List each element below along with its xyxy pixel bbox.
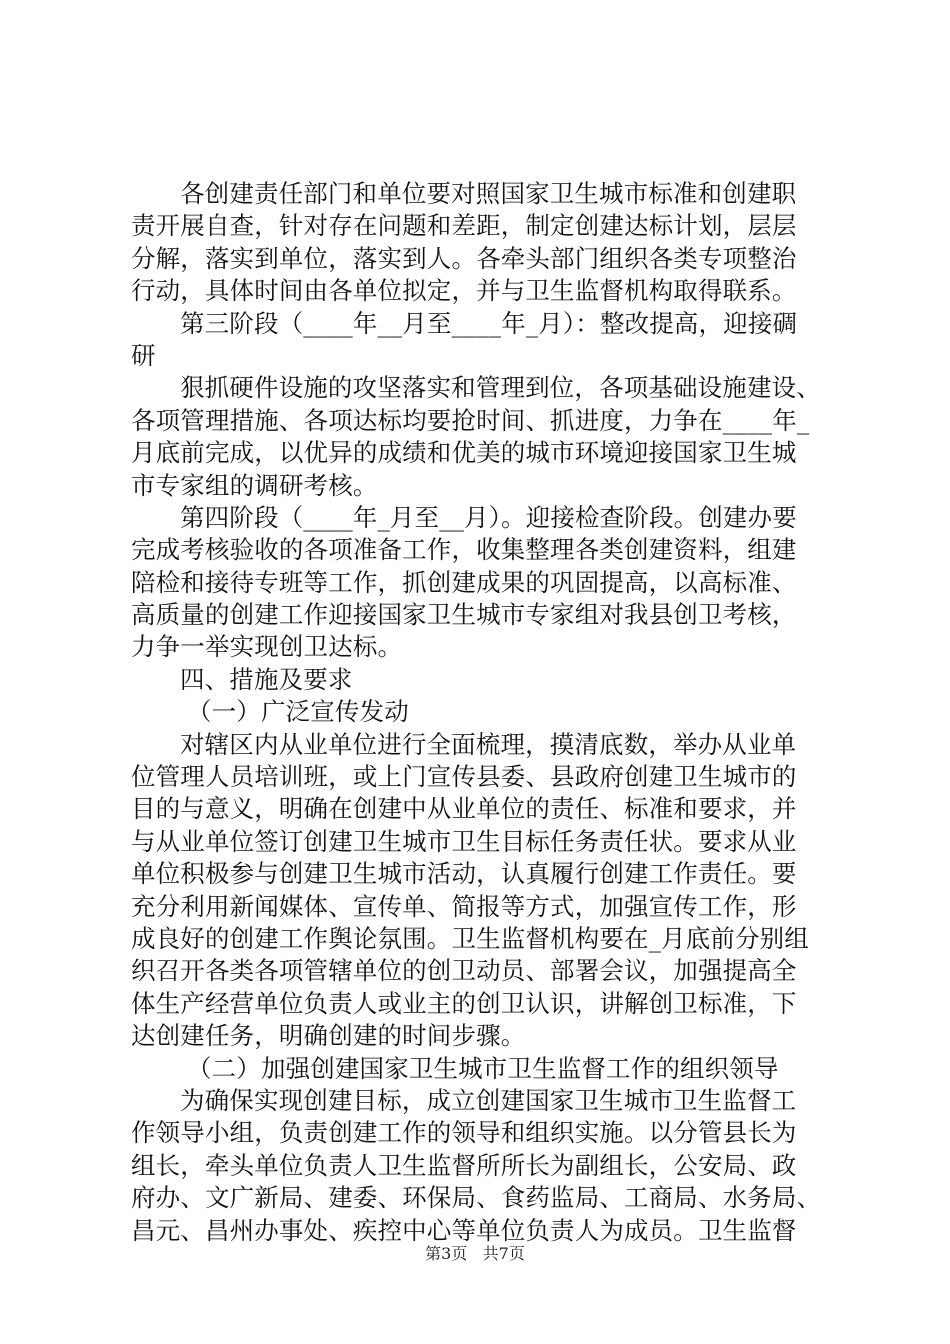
paragraph-line: 充分利用新闻媒体、宣传单、简报等方式，加强宣传工作，形 [131, 891, 797, 921]
paragraph-line: 为确保实现创建目标，成立创建国家卫生城市卫生监督工 [180, 1085, 797, 1115]
paragraph-line: 达创建任务，明确创建的时间步骤。 [131, 1021, 526, 1051]
paragraph-line: 对辖区内从业单位进行全面梳理，摸清底数，举办从业单 [180, 729, 797, 759]
section-heading-line: （一）广泛宣传发动 [187, 697, 409, 727]
paragraph-line: 市专家组的调研考核。 [131, 470, 378, 500]
section-heading-line: （二）加强创建国家卫生城市卫生监督工作的组织领导 [187, 1053, 779, 1083]
paragraph-line: 目的与意义，明确在创建中从业单位的责任、标准和要求，并 [131, 794, 797, 824]
paragraph-line: 力争一举实现创卫达标。 [131, 632, 403, 662]
paragraph-line: 分解，落实到单位，落实到人。各牵头部门组织各类专项整治 [131, 243, 797, 273]
paragraph-line: 与从业单位签订创建卫生城市卫生目标任务责任状。要求从业 [131, 826, 797, 856]
paragraph-line: 完成考核验收的各项准备工作，收集整理各类创建资料，组建 [131, 535, 797, 565]
section-heading-line: 第三阶段（____年__月至____年_月）：整改提高，迎接碉 [180, 308, 798, 338]
paragraph-line: 各项管理措施、各项达标均要抢时间、抓进度，力争在____年_ [131, 405, 810, 435]
page-footer [0, 1244, 950, 1264]
section-heading-line: 研 [131, 340, 156, 370]
paragraph-line: 各创建责任部门和单位要对照国家卫生城市标准和创建职 [180, 179, 797, 208]
page-total: 共7页 [482, 1244, 525, 1263]
paragraph-line: 陪检和接待专班等工作，抓创建成果的巩固提高，以高标准、 [131, 567, 797, 597]
section-heading-line: 四、措施及要求 [180, 664, 353, 694]
paragraph-line: 位管理人员培训班，或上门宣传县委、县政府创建卫生城市的 [131, 762, 797, 792]
document-body [131, 178, 831, 1247]
paragraph-line: 狠抓硬件设施的攻坚落实和管理到位，各项基础设施建设、 [180, 373, 821, 403]
paragraph-line: 府办、文广新局、建委、环保局、食药监局、工商局、水务局、 [131, 1183, 822, 1213]
paragraph-line: 昌元、昌州办事处、疾控中心等单位负责人为成员。卫生监督 [131, 1215, 797, 1245]
page-number: 第3页 [425, 1244, 468, 1263]
paragraph-line: 体生产经营单位负责人或业主的创卫认识，讲解创卫标准，下 [131, 988, 797, 1018]
paragraph-line: 组长，牵头单位负责人卫生监督所所长为副组长，公安局、政 [131, 1150, 797, 1180]
paragraph-line: 织召开各类各项管辖单位的创卫动员、部署会议，加强提高全 [131, 956, 797, 986]
paragraph-line: 作领导小组，负责创建工作的领导和组织实施。以分管县长为 [131, 1118, 797, 1148]
paragraph-line: 月底前完成，以优异的成绩和优美的城市环境迎接国家卫生城 [131, 438, 797, 468]
paragraph-line: 高质量的创建工作迎接国家卫生城市专家组对我县创卫考核， [131, 600, 797, 630]
page-separator [472, 1244, 477, 1264]
paragraph-line: 成良好的创建工作舆论氛围。卫生监督机构要在_月底前分别组 [131, 923, 809, 953]
paragraph-line: 单位积极参与创建卫生城市活动，认真履行创建工作责任。要 [131, 859, 797, 889]
paragraph-line: 第四阶段（____年_月至__月）。迎接检查阶段。创建办要 [180, 502, 797, 532]
paragraph-line: 行动，具体时间由各单位拟定，并与卫生监督机构取得联系。 [131, 276, 797, 306]
paragraph-line: 责开展自查，针对存在问题和差距，制定创建达标计划，层层 [131, 211, 797, 241]
